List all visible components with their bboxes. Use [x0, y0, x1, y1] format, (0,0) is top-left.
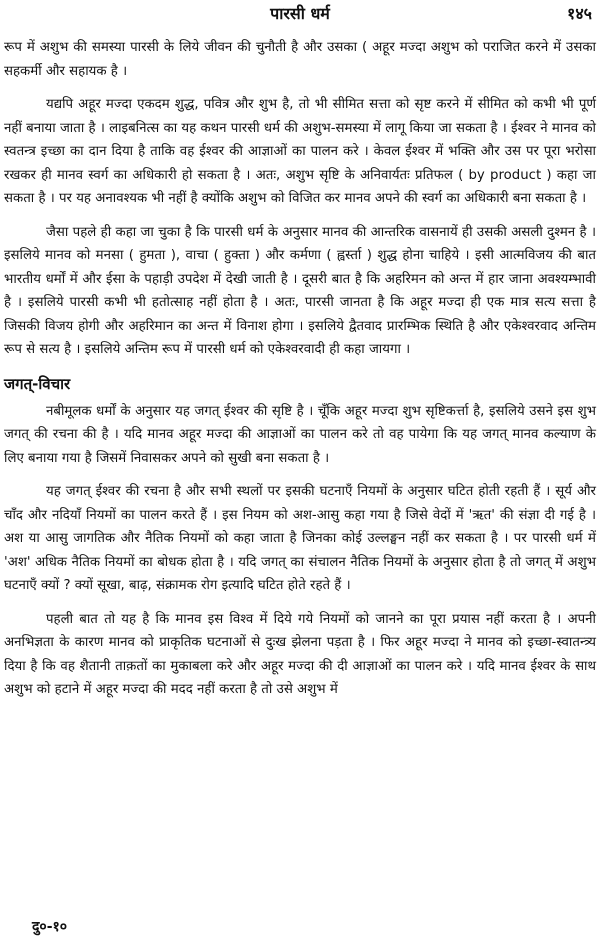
paragraph: यह जगत् ईश्वर की रचना है और सभी स्थलों पर इसकी घटनाएँ नियमों के अनुसार घटित होती रहती हैं । सूर्य और चाँद और नदियाँ नियमों का पालन करते हैं । इस नियम को अश-आसु कहा गया है जिसे वेदों में 'ऋत' की संज्ञा दी गई है । अश या आसु जागतिक और नैतिक नियमों को कहा जाता है जिनका कोई उल्लङ्घन नहीं कर सकता है । पर पारसी धर्म में 'अश' अधिक नैतिक नियमों का बोधक होता है । यदि जगत् का संचालन नैतिक नियमों के अनुसार होता है तो जगत् में अशुभ घटनाएँ क्यों ? क्यों सूखा, बाढ़, संक्रामक रोग इत्यादि घटित होते रहते हैं ।: [4, 484, 596, 593]
paragraph: नबीमूलक धर्मों के अनुसार यह जगत् ईश्वर की सृष्टि है । चूँकि अहूर मज्दा शुभ सृष्टिकर्त्ता है, इसलिये उसने इस शुभ जगत् की रचना की है । यदि मानव अहूर मज्दा की आज्ञाओं का पालन करे तो वह पायेगा कि यह जगत् मानव कल्याण के लिए बनाया गया है जिसमें निवासकर अपने को सुखी बना सकता है ।: [4, 403, 597, 466]
running-title: पारसी धर्म: [270, 4, 330, 23]
paragraph: जैसा पहले ही कहा जा चुका है कि पारसी धर्म के अनुसार मानव की आन्तरिक वासनायें ही उसकी असली दुश्मन है । इसलिये मानव को मनसा ( हुमता ), वाचा ( हुक्ता ) और कर्मणा ( ह्वर्स्ता ) शुद्ध होना चाहिये । इसी आत्मविजय की बात भारतीय धर्मों में और ईसा के पहाड़ी उपदेश में देखी जाती है । दूसरी बात है कि अहरिमन को अन्त में हार जाना अवश्यम्भावी है । इसलिये पारसी कभी भी हतोत्साह नहीं होता है । अतः, पारसी जानता है कि अहूर मज्दा ही एक मात्र सत्य सत्ता है जिसकी विजय होगी और अहरिमान का अन्त में विनाश होगा । इसलिये द्वैतवाद प्रारम्भिक स्थिति है और एकेश्वरवाद अन्तिम रूप से सत्य है । इसलिये अन्तिम रूप में पारसी धर्म को एकेश्वरवादी ही कहा जायगा ।: [4, 224, 596, 357]
section-heading: जगत्-विचार: [4, 374, 71, 393]
paragraph: रूप में अशुभ की समस्या पारसी के लिये जीवन की चुनौती है और उसका ( अहूर मज्दा अशुभ को पराजित करने में उसका सहकर्मी और सहायक है ।: [4, 40, 596, 79]
body-text: [4, 36, 596, 712]
paragraph: यद्यपि अहूर मज्दा एकदम शुद्ध, पवित्र और शुभ है, तो भी सीमित सत्ता को सृष्ट करने में सीमित को कभी भी पूर्ण नहीं बनाया जाता है । लाइबनित्स का यह कथन पारसी धर्म की अशुभ-समस्या में लागू किया जा सकता है । ईश्वर ने मानव को स्वतन्त्र इच्छा का दान दिया है ताकि वह ईश्वर की आज्ञाओं का पालन करे । केवल ईश्वर में भक्ति और उस पर पूरा भरोसा रखकर ही मानव स्वर्ग का अधिकारी हो सकता है । अतः, अशुभ सृष्टि के अनिवार्यतः प्रतिफल ( by product ) कहा जा सकता है । पर यह अनावश्यक भी नहीं है क्योंकि अशुभ को विजित कर मानव अपने की स्वर्ग का अधिकारी बना सकता है ।: [4, 97, 596, 206]
paragraph: पहली बात तो यह है कि मानव इस विश्व में दिये गये नियमों को जानने का पूरा प्रयास नहीं करता है । अपनी अनभिज्ञता के कारण मानव को प्राकृतिक घटनाओं से दुःख झेलना पड़ता है । फिर अहूर मज्दा ने मानव को इच्छा-स्वातन्त्र्य दिया है कि वह शैतानी ताक़तों का मुकाबला करे और अहूर मज्दा की दी आज्ञाओं का पालन करे । यदि मानव ईश्वर के साथ अशुभ को हटाने में अहूर मज्दा की मदद नहीं करता है तो उसे अशुभ में: [4, 611, 596, 697]
signature-mark: दु०-१०: [32, 919, 68, 935]
page-header: [0, 2, 600, 26]
page-number: १४५: [567, 4, 592, 23]
